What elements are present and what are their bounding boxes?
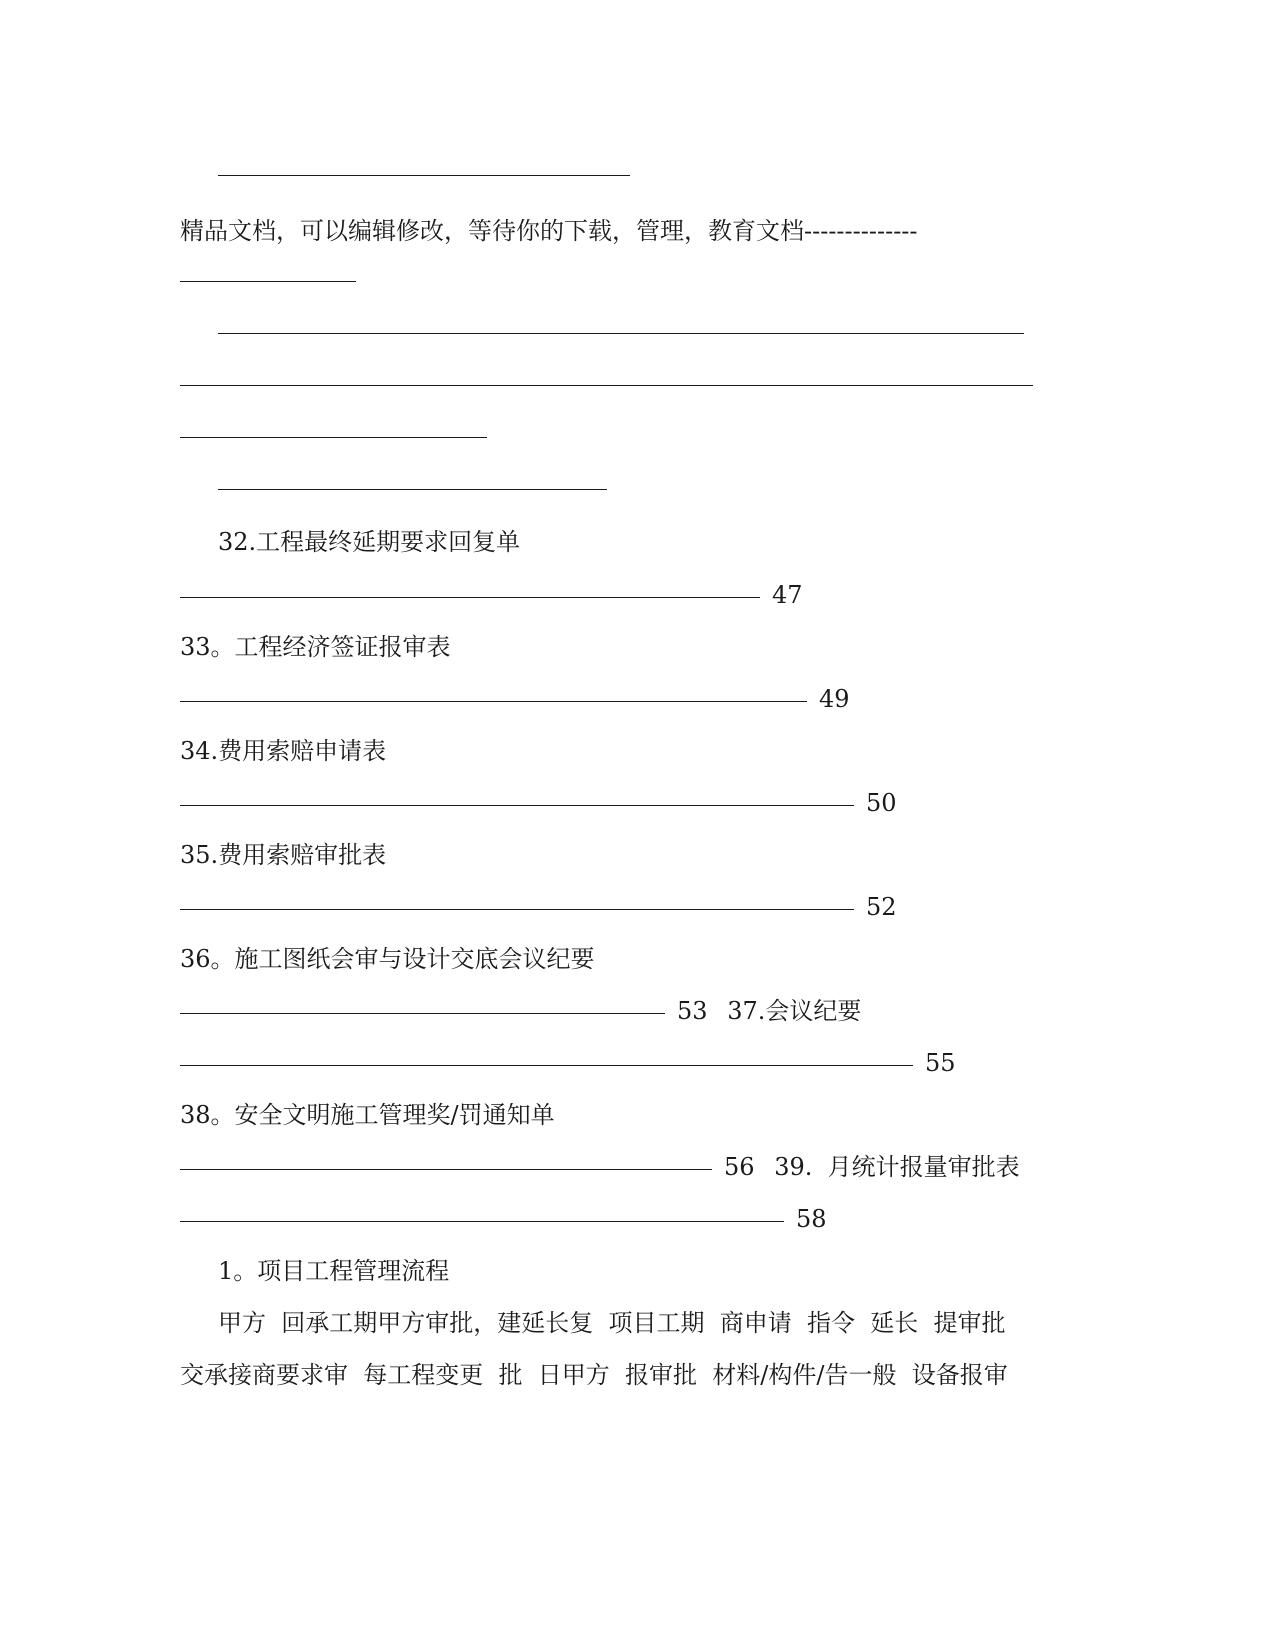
toc-entry-title: 36。施工图纸会审与设计交底会议纪要 (180, 945, 595, 973)
toc-entry-title: 39. 月统计报量审批表 (774, 1153, 1020, 1181)
intro-text: 精品文档，可以编辑修改，等待你的下载，管理，教育文档-------------- (180, 217, 918, 245)
rule (180, 684, 807, 702)
rule (180, 892, 854, 910)
toc-page-number: 53 (677, 997, 708, 1025)
toc-entry-title: 34.费用索赔申请表 (180, 737, 387, 765)
toc-page-number: 52 (866, 893, 897, 921)
rule (180, 788, 854, 806)
separator-line (218, 158, 630, 188)
rule (218, 158, 630, 176)
toc-entry-title: 37.会议纪要 (727, 997, 862, 1025)
toc-leader-line (180, 1152, 1020, 1182)
rule (180, 580, 760, 598)
toc-leader-line (180, 788, 897, 818)
toc-entry-title: 32.工程最终延期要求回复单 (218, 528, 521, 556)
toc-entry-title: 33。工程经济签证报审表 (180, 633, 451, 661)
rule (180, 420, 487, 438)
toc-page-number: 58 (796, 1205, 827, 1233)
rule (180, 264, 356, 282)
rule (180, 1048, 913, 1066)
separator-line (180, 420, 487, 450)
rule (180, 368, 1033, 386)
separator-line (180, 264, 356, 294)
toc-leader-line (180, 580, 803, 610)
toc-leader-line (180, 996, 861, 1026)
toc-page-number: 50 (866, 789, 897, 817)
toc-page-number: 55 (925, 1049, 956, 1077)
rule (180, 1152, 712, 1170)
separator-line (180, 368, 1033, 398)
rule (180, 996, 665, 1014)
toc-leader-line (180, 1204, 827, 1234)
toc-page-number: 49 (819, 685, 850, 713)
rule (180, 1204, 784, 1222)
toc-entry-title: 38。安全文明施工管理奖/罚通知单 (180, 1101, 555, 1129)
toc-leader-line (180, 892, 897, 922)
section-heading: 1。项目工程管理流程 (218, 1257, 450, 1285)
flow-text-line: 交承接商要求审 每工程变更 批 日甲方 报审批 材料/构件/告一般 设备报审 (180, 1361, 1008, 1389)
toc-page-number: 56 (724, 1153, 755, 1181)
toc-page-number: 47 (772, 581, 803, 609)
rule (218, 472, 607, 490)
flow-text-line: 甲方 回承工期甲方审批，建延长复 项目工期 商申请 指令 延长 提审批 (218, 1309, 1006, 1337)
separator-line (218, 472, 607, 502)
toc-entry-title: 35.费用索赔审批表 (180, 841, 387, 869)
separator-line (218, 316, 1024, 346)
toc-leader-line (180, 1048, 956, 1078)
toc-leader-line (180, 684, 850, 714)
rule (218, 316, 1024, 334)
